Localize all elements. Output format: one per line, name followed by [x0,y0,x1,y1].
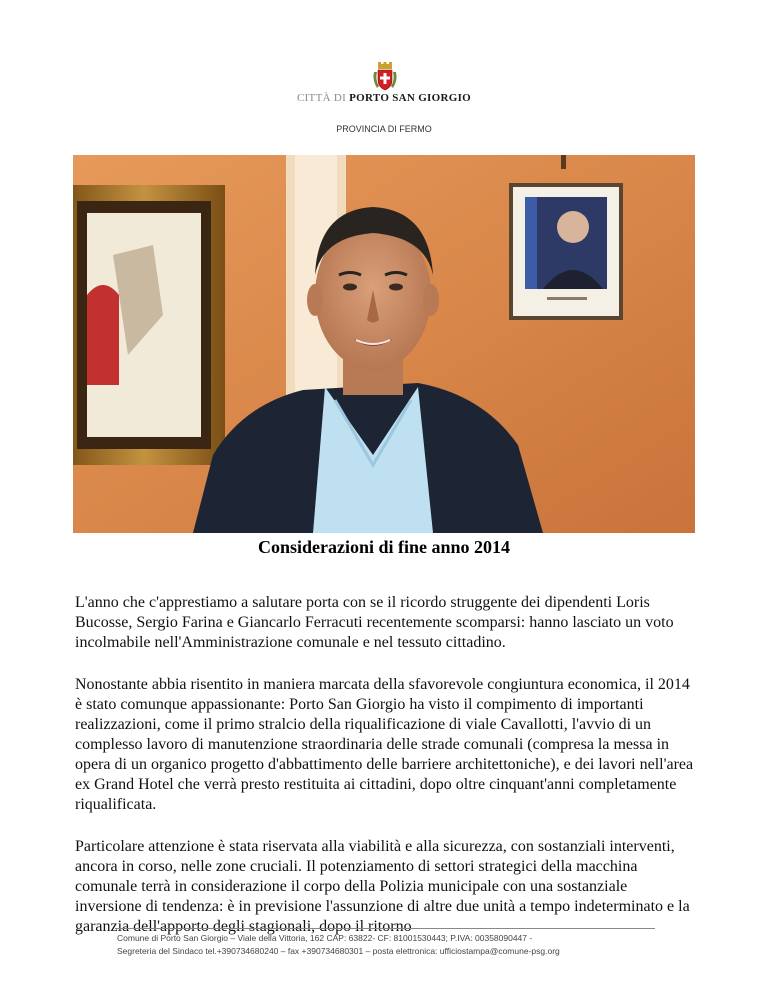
page-footer [117,932,677,958]
paragraph-2: Nonostante abbia risentito in maniera marcata della sfavorevole congiuntura economica, il 2014 è stato comunque appassionante: Porto San Giorgio ha visto il compimento di importanti realizzazioni, come il primo stralcio della riqualificazione di viale Cavallotti, l'avvio di un complesso lavoro di manutenzione straordinaria delle strade comunali (compresa la messa in opera di un organico progetto d'abbattimento delle barriere architettoniche), e dei lavori nell'area ex Grand Hotel che verrà presto restituita ai cittadini, dopo oltre cinquant'anni completamente riqualificata. [75,676,694,813]
paragraph-1: L'anno che c'apprestiamo a salutare porta con se il ricordo struggente dei dipendenti Loris Bucosse, Sergio Farina e Giancarlo Ferracuti recentemente scomparsi: hanno lasciato un voto incolmabile nell'Amministrazione comunale e nel tessuto cittadino. [75,594,674,651]
article-body [75,593,697,959]
mayor-photo-illustration [73,155,695,533]
city-crest-icon [371,62,399,92]
footer-contacts: Segreteria del Sindaco tel.+390734680240 – fax +390734680301 – posta elettronica: ufficiostampa@comune-psg.org [117,946,560,956]
footer-divider [115,928,655,929]
province-label: PROVINCIA DI FERMO [336,124,432,134]
city-name: PORTO SAN GIORGIO [349,92,472,104]
paragraph-3: Particolare attenzione è stata riservata alla viabilità e alla sicurezza, con sostanziali interventi, ancora in corso, nelle zone cruciali. Il potenziamento di settori strategici della macchina comunale terrà in considerazione il corpo della Polizia municipale con una sostanziale inversione di tendenza: è in previsione l'assunzione di altre due unità a tempo indeterminato e la garanzia dell'apporto degli stagionali, dopo il ritorno [75,838,690,935]
footer-address: Comune di Porto San Giorgio – Viale della Vittoria, 162 CAP: 63822- CF: 81001530443; P.IVA: 00358090447 - [117,933,533,943]
city-prefix: CITTÀ DI [296,92,347,104]
document-title: Considerazioni di fine anno 2014 [257,537,511,557]
mayor-photo [73,155,695,533]
city-title [0,92,768,104]
